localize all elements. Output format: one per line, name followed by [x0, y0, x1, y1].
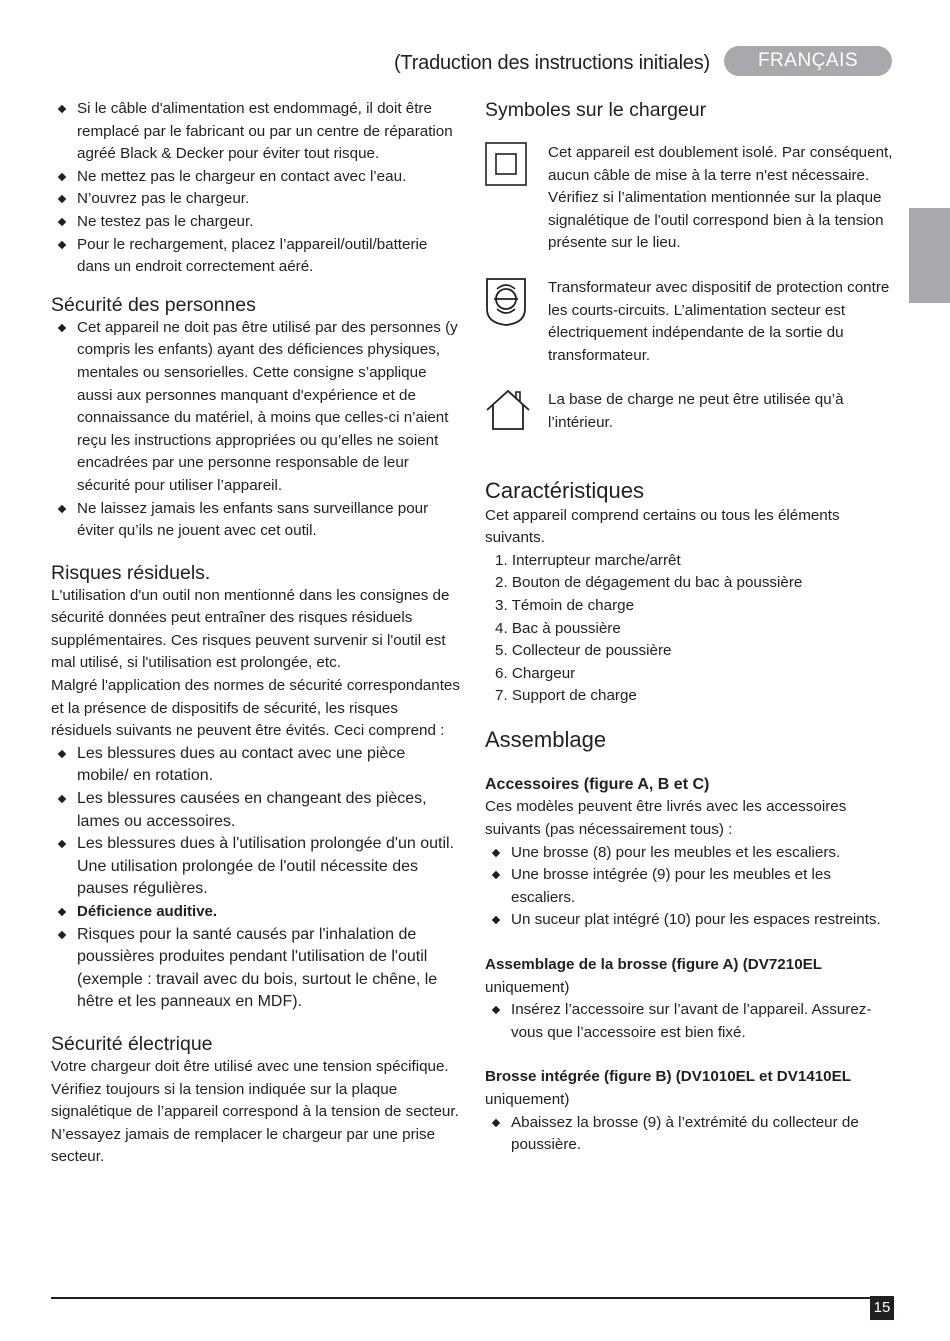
caracteristiques-intro: Cet appareil comprend certains ou tous les éléments suivants. — [485, 506, 840, 547]
subheading-brosse-bold: Assemblage de la brosse (figure A) (DV7210EL — [485, 956, 823, 974]
symbol-description: La base de charge ne peut être utilisée qu’à l’intérieur. — [548, 391, 844, 431]
list-item: 7. Support de charge — [495, 687, 637, 705]
list-item: Les blessures causées en changeant des pièces, lames ou accessoires. — [51, 788, 461, 833]
list-item: Les blessures dues au contact avec une pièce mobile/ en rotation. — [51, 743, 461, 788]
section-heading-symboles: Symboles sur le chargeur — [485, 99, 707, 121]
list-item: N’ouvrez pas le chargeur. — [51, 188, 461, 211]
list-item: Abaissez la brosse (9) à l’extrémité du collecteur de poussière. — [485, 1112, 895, 1157]
list-item: Cet appareil ne doit pas être utilisé par des personnes (y compris les enfants) ayant des déficiences physiques, mentales ou sensorielles. Cette consigne s’applique aussi aux personnes manquant d'expérience et de connaissance du matériel, à moins que celles-ci n’aient reçu les instructions appropriées ou qu’elles ne soient encadrées par une personne responsable de leur sécurité pour utiliser l’appareil. — [51, 317, 461, 498]
section-heading-assemblage: Assemblage — [485, 726, 607, 752]
list-item: Risques pour la santé causés par l'inhalation de poussières produites pendant l'utilisation de l'outil (exemple : travail avec du bois, surtout le chêne, le hêtre et les panneaux en MDF). — [51, 924, 461, 1014]
section-heading-risques: Risques résiduels. — [51, 561, 211, 584]
subheading-integree — [485, 1066, 895, 1111]
safety-transformer-icon — [485, 277, 527, 335]
list-item: Déficience auditive. — [51, 901, 461, 924]
brosse-list — [485, 999, 895, 1044]
section-heading-electrique: Sécurité électrique — [51, 1032, 213, 1055]
list-item: Si le câble d'alimentation est endommagé, il doit être remplacé par le fabricant ou par un centre de réparation agréé Black & Decker pour éviter tout risque. — [51, 98, 461, 166]
left-column — [51, 98, 461, 1169]
list-item: Ne testez pas le chargeur. — [51, 211, 461, 234]
subheading-brosse — [485, 954, 895, 999]
page-header-title: (Traduction des instructions initiales) — [393, 52, 710, 74]
section-tab-marker — [909, 208, 950, 303]
section-heading-personnes: Sécurité des personnes — [51, 293, 256, 316]
list-item: 4. Bac à poussière — [495, 619, 621, 637]
subheading-integree-bold: Brosse intégrée (figure B) (DV1010EL et DV1410EL — [485, 1068, 852, 1086]
list-item: Insérez l’accessoire sur l’avant de l’appareil. Assurez-vous que l’accessoire est bien fixé. — [485, 999, 895, 1044]
list-item: 5. Collecteur de poussière — [495, 642, 672, 660]
footer-rule — [51, 1297, 894, 1299]
symbol-description: Transformateur avec dispositif de protection contre les courts-circuits. L’alimentation secteur est électriquement indépendante de la sortie du transformateur. — [548, 278, 890, 364]
personnes-list — [51, 317, 461, 543]
page-number: 15 — [870, 1296, 894, 1320]
indoor-use-house-icon — [485, 389, 531, 439]
list-item: Ne laissez jamais les enfants sans surveillance pour éviter qu’ils ne jouent avec cet outil. — [51, 498, 461, 543]
list-item: 6. Chargeur — [495, 664, 576, 682]
risques-paragraph-1: L'utilisation d'un outil non mentionné dans les consignes de sécurité données peut entraîner des risques résiduels supplémentaires. Ces risques peuvent survenir si l'outil est mal utilisé, si l'utilisation est prolongée, etc. — [51, 586, 450, 672]
risques-paragraph-2: Malgré l'application des normes de sécurité correspondantes et la présence de dispositifs de sécurité, les risques résiduels suivants ne peuvent être évités. Ceci comprend : — [51, 677, 460, 740]
list-item: Pour le rechargement, placez l’appareil/outil/batterie dans un endroit correctement aéré. — [51, 234, 461, 279]
list-item: 1. Interrupteur marche/arrêt — [495, 551, 681, 569]
charger-safety-list — [51, 98, 461, 279]
symbol-description: Cet appareil est doublement isolé. Par conséquent, aucun câble de mise à la terre n'est nécessaire. Vérifiez si l’alimentation mentionnée sur la plaque signalétique de l'outil correspond bien à la tension présente sur le lieu. — [548, 144, 893, 252]
list-item: Ne mettez pas le chargeur en contact avec l’eau. — [51, 166, 461, 189]
list-item: Un suceur plat intégré (10) pour les espaces restreints. — [485, 909, 895, 932]
language-badge: FRANÇAIS — [724, 46, 892, 76]
list-item: 2. Bouton de dégagement du bac à poussière — [495, 574, 803, 592]
list-item: Une brosse intégrée (9) pour les meubles et les escaliers. — [485, 864, 895, 909]
list-item: Les blessures dues à l'utilisation prolongée d'un outil. Une utilisation prolongée de l'outil nécessite des pauses régulières. — [51, 833, 461, 901]
subheading-accessoires: Accessoires (figure A, B et C) — [485, 775, 710, 793]
list-item: Une brosse (8) pour les meubles et les escaliers. — [485, 842, 895, 865]
list-item: 3. Témoin de charge — [495, 596, 635, 614]
symbol-row-double-insulation — [485, 142, 895, 255]
subheading-integree-rest: uniquement) — [485, 1091, 570, 1108]
subheading-brosse-rest: uniquement) — [485, 978, 570, 996]
features-list — [485, 550, 895, 708]
double-insulation-icon — [485, 142, 527, 194]
section-heading-caracteristiques: Caractéristiques — [485, 477, 644, 503]
electrique-paragraph: Votre chargeur doit être utilisé avec une tension spécifique. Vérifiez toujours si la tension indiquée sur la plaque signalétique de l’appareil correspond à la tension de secteur. N’essayez jamais de remplacer le chargeur par une prise secteur. — [51, 1057, 459, 1166]
integree-list — [485, 1112, 895, 1157]
symbol-row-transformer — [485, 277, 895, 367]
accessoires-intro: Ces modèles peuvent être livrés avec les accessoires suivants (pas nécessairement tous) : — [485, 798, 847, 839]
risques-list — [51, 743, 461, 1014]
accessoires-list — [485, 842, 895, 932]
right-column — [485, 98, 895, 1157]
symbol-row-indoor — [485, 389, 895, 434]
